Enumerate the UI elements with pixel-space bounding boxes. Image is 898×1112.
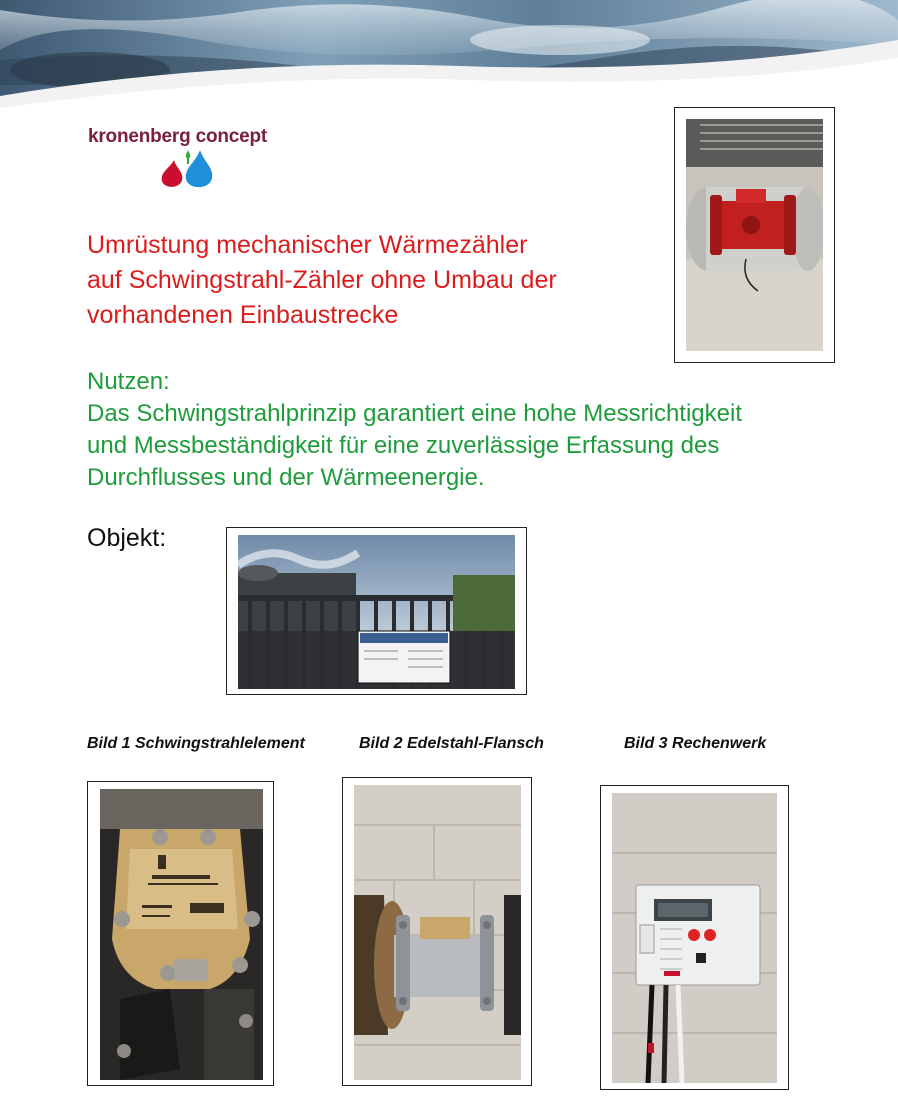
water-drops-icon bbox=[150, 146, 220, 190]
oscillation-sensor-image bbox=[100, 789, 263, 1080]
caption-bild-2: Bild 2 Edelstahl-Flansch bbox=[359, 735, 544, 752]
benefit-line-1: Das Schwingstrahlprinzip garantiert eine hohe Messrichtigkeit bbox=[87, 400, 742, 427]
benefit-section bbox=[87, 366, 877, 494]
benefit-line-2: und Messbeständigkeit für eine zuverlässige Erfassung des bbox=[87, 432, 720, 459]
title-line-3: vorhandenen Einbaustrecke bbox=[87, 301, 399, 329]
page-title bbox=[87, 228, 677, 333]
company-logo bbox=[88, 126, 308, 190]
photo-installed-meter bbox=[674, 107, 835, 363]
photo-bild-1 bbox=[87, 781, 274, 1086]
benefit-line-3: Durchflusses und der Wärmeenergie. bbox=[87, 464, 485, 491]
title-line-1: Umrüstung mechanischer Wärmezähler bbox=[87, 231, 528, 259]
logo-text: kronenberg concept bbox=[88, 126, 268, 147]
steel-flange-image bbox=[354, 785, 521, 1080]
photo-object-site bbox=[226, 527, 527, 695]
photo-bild-3 bbox=[600, 785, 789, 1090]
installed-meter-image bbox=[686, 119, 823, 351]
title-line-2: auf Schwingstrahl-Zähler ohne Umbau der bbox=[87, 266, 557, 294]
photo-bild-2 bbox=[342, 777, 532, 1086]
calculator-unit-image bbox=[612, 793, 777, 1083]
site-gate-image bbox=[238, 535, 515, 689]
benefit-heading: Nutzen: bbox=[87, 368, 170, 395]
caption-bild-3: Bild 3 Rechenwerk bbox=[624, 735, 767, 752]
caption-bild-1: Bild 1 Schwingstrahlelement bbox=[87, 735, 305, 752]
object-label: Objekt: bbox=[87, 524, 167, 552]
